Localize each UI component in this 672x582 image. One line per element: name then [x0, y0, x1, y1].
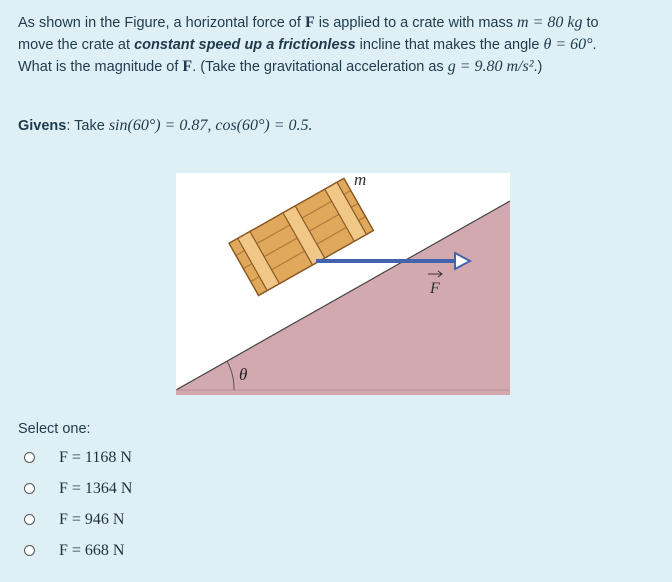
option-4[interactable] — [24, 535, 132, 566]
mass-expression: m = 80 kg — [517, 14, 583, 31]
incline-figure — [176, 173, 510, 395]
option-label: F = 1364 N — [59, 479, 133, 497]
option-3[interactable] — [24, 504, 132, 535]
option-2[interactable] — [24, 473, 132, 504]
givens-label: Givens — [18, 118, 67, 134]
mass-label: m — [354, 173, 367, 189]
emphasis-text: constant speed up a frictionless — [134, 37, 356, 53]
givens-expression: sin(60°) = 0.87, cos(60°) = 0.5. — [108, 117, 313, 134]
question-text — [18, 12, 658, 78]
angle-expression: θ = 60° — [543, 36, 593, 53]
incline-diagram — [176, 173, 510, 395]
angle-label: θ — [239, 365, 248, 384]
option-label: F = 946 N — [59, 510, 125, 528]
select-one-label: Select one: — [18, 421, 91, 437]
gravity-expression: g = 9.80 m/s² — [447, 58, 534, 75]
option-1[interactable] — [24, 442, 132, 473]
option-label: F = 668 N — [59, 541, 125, 559]
crate — [229, 178, 373, 295]
givens: Givens: Take sin(60°) = 0.87, cos(60°) = 0.5. — [18, 117, 313, 134]
radio-button[interactable] — [24, 545, 35, 556]
question-line-3: What is the magnitude of F. (Take the gravitational acceleration as g = 9.80 m/s².) — [18, 58, 543, 75]
force-label: F — [430, 280, 440, 297]
force-symbol: F — [304, 14, 315, 31]
radio-button[interactable] — [24, 514, 35, 525]
force-symbol-2: F — [182, 58, 193, 75]
question-line-1: As shown in the Figure, a horizontal force of F is applied to a crate with mass m = 80 kg to — [18, 14, 599, 31]
answer-options — [24, 442, 132, 566]
radio-button[interactable] — [24, 452, 35, 463]
radio-button[interactable] — [24, 483, 35, 494]
option-label: F = 1168 N — [59, 448, 132, 466]
question-line-2: move the crate at constant speed up a frictionless incline that makes the angle θ = 60°. — [18, 36, 597, 53]
